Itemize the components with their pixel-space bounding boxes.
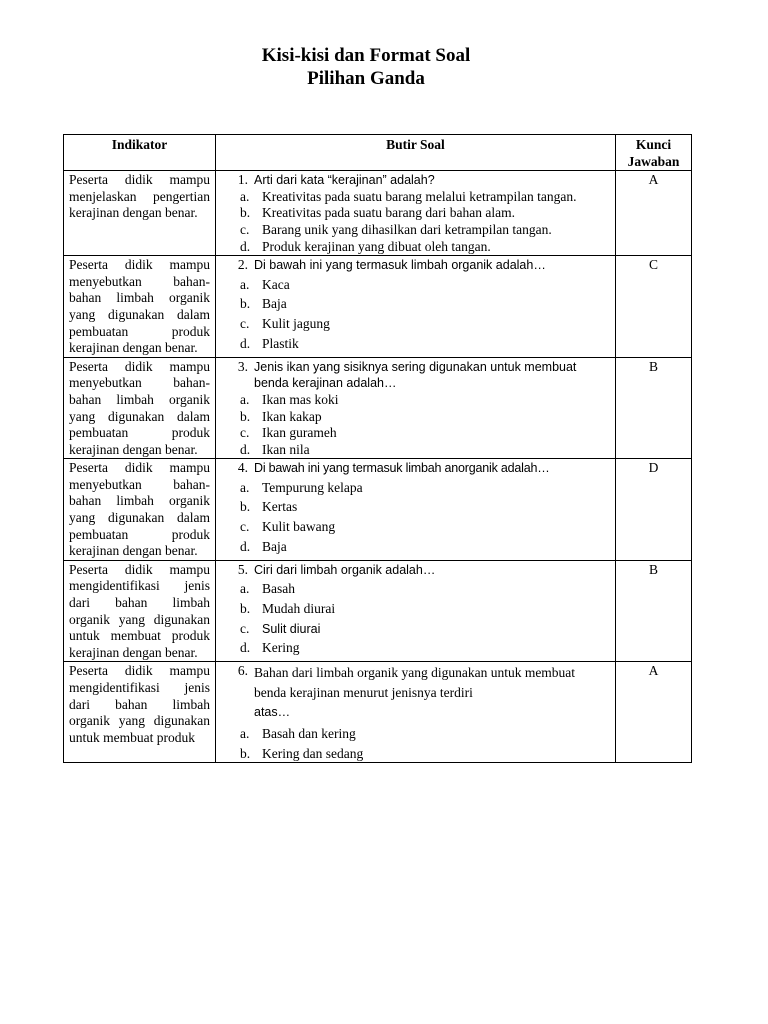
question-number: 5. (237, 561, 248, 577)
indikator-cell: Peserta didik mampu mengidentifikasi jenis dari bahan limbah organik yang digunakan untuk membuat produk (64, 662, 216, 763)
option-text: Ikan nila (262, 441, 310, 457)
option-text: Basah (262, 581, 295, 597)
table-row (64, 171, 692, 256)
question-text: Di bawah ini yang termasuk limbah organik adalah… (254, 258, 546, 273)
option-text: Kertas (262, 499, 298, 515)
option-letter: c. (240, 519, 250, 535)
indikator-cell: Peserta didik mampu menyebutkan bahan-bahan limbah organik yang digunakan dalam pembuatan produk kerajinan dengan benar. (64, 256, 216, 358)
question-text: Di bawah ini yang termasuk limbah anorganik adalah… (254, 461, 550, 476)
option-letter: c. (240, 425, 250, 441)
document-subtitle: Pilihan Ganda (307, 68, 425, 89)
question-text: Bahan dari limbah organik yang digunakan untuk membuat benda kerajinan menurut jenisnya terdiri (254, 665, 576, 700)
answer-key-cell: C (616, 256, 692, 358)
option-text: Sulit diurai (262, 621, 321, 636)
option-item (240, 392, 610, 409)
indikator-cell: Peserta didik mampu mengidentifikasi jenis dari bahan limbah organik yang digunakan untuk membuat produk kerajinan dengan benar. (64, 560, 216, 662)
option-item (240, 425, 610, 442)
option-item (240, 296, 610, 313)
option-item (240, 746, 610, 763)
option-letter: a. (240, 479, 250, 495)
option-letter: b. (240, 601, 251, 617)
option-item (240, 640, 610, 657)
option-text: Kering dan sedang (262, 745, 364, 761)
question-cell (216, 256, 616, 358)
option-item (240, 336, 610, 353)
option-letter: b. (240, 296, 251, 312)
option-letter: a. (240, 276, 250, 292)
question-text: Jenis ikan yang sisiknya sering digunakan untuk membuat benda kerajinan adalah… (254, 359, 577, 391)
option-text: Kering (262, 640, 300, 656)
option-text: Produk kerajinan yang dibuat oleh tangan. (262, 238, 491, 254)
option-letter: b. (240, 499, 251, 515)
option-item (240, 621, 610, 638)
option-letter: d. (240, 238, 251, 254)
question-text: Arti dari kata “kerajinan” adalah? (254, 173, 435, 188)
table-row (64, 256, 692, 358)
table-header-row (64, 135, 692, 171)
question-text: Ciri dari limbah organik adalah… (254, 562, 436, 577)
option-text: Baja (262, 296, 287, 312)
answer-key-cell: B (616, 357, 692, 459)
indikator-cell: Peserta didik mampu menyebutkan bahan-bahan limbah organik yang digunakan dalam pembuatan produk kerajinan dengan benar. (64, 357, 216, 459)
question-cell (216, 662, 616, 763)
option-text: Kulit bawang (262, 519, 336, 535)
option-item (240, 239, 610, 256)
option-item (240, 499, 610, 516)
option-letter: c. (240, 315, 250, 331)
header-kunci-jawaban: Kunci Jawaban (616, 135, 692, 171)
option-text: Kreativitas pada suatu barang melalui ketrampilan tangan. (262, 188, 577, 204)
question-text-tail: atas… (254, 705, 291, 720)
option-item (240, 480, 610, 497)
question-cell (216, 357, 616, 459)
option-item (240, 581, 610, 598)
option-item (240, 189, 610, 206)
option-text: Ikan gurameh (262, 425, 337, 441)
question-number: 6. (237, 663, 248, 679)
table-row (64, 662, 692, 763)
option-item (240, 277, 610, 294)
option-text: Barang unik yang dihasilkan dari ketrampilan tangan. (262, 221, 552, 237)
option-text: Ikan kakap (262, 408, 322, 424)
option-text: Kaca (262, 276, 290, 292)
option-text: Tempurung kelapa (262, 479, 363, 495)
option-item (240, 726, 610, 743)
option-letter: a. (240, 581, 250, 597)
table-row (64, 459, 692, 561)
option-letter: d. (240, 335, 251, 351)
header-indikator: Indikator (64, 135, 216, 171)
option-text: Ikan mas koki (262, 391, 339, 407)
indikator-cell: Peserta didik mampu menjelaskan pengertian kerajinan dengan benar. (64, 171, 216, 256)
option-text: Basah dan kering (262, 725, 356, 741)
option-letter: c. (240, 620, 250, 636)
option-letter: b. (240, 745, 251, 761)
table-row (64, 560, 692, 662)
header-butir-soal: Butir Soal (216, 135, 616, 171)
option-letter: a. (240, 725, 250, 741)
option-letter: d. (240, 640, 251, 656)
question-cell (216, 560, 616, 662)
question-cell (216, 171, 616, 256)
option-item (240, 539, 610, 556)
answer-key-cell: A (616, 171, 692, 256)
answer-key-cell: B (616, 560, 692, 662)
question-grid-table (63, 134, 692, 763)
option-item (240, 601, 610, 618)
option-text: Baja (262, 538, 287, 554)
answer-key-cell: A (616, 662, 692, 763)
question-number: 3. (237, 358, 248, 374)
option-letter: d. (240, 538, 251, 554)
table-row (64, 357, 692, 459)
option-letter: a. (240, 188, 250, 204)
option-letter: b. (240, 205, 251, 221)
question-cell (216, 459, 616, 561)
question-number: 4. (237, 460, 248, 476)
option-item (240, 442, 610, 459)
indikator-cell: Peserta didik mampu menyebutkan bahan-bahan limbah organik yang digunakan dalam pembuatan produk kerajinan dengan benar. (64, 459, 216, 561)
question-number: 2. (237, 257, 248, 273)
option-item (240, 519, 610, 536)
option-text: Plastik (262, 335, 299, 351)
document-title: Kisi-kisi dan Format Soal (261, 45, 471, 66)
option-letter: a. (240, 391, 250, 407)
option-text: Mudah diurai (262, 601, 336, 617)
option-letter: d. (240, 441, 251, 457)
option-letter: b. (240, 408, 251, 424)
option-text: Kulit jagung (262, 315, 330, 331)
question-number: 1. (237, 172, 248, 188)
question-text-wrap (254, 663, 610, 723)
option-text: Kreativitas pada suatu barang dari bahan alam. (262, 205, 516, 221)
option-letter: c. (240, 221, 250, 237)
answer-key-cell: D (616, 459, 692, 561)
option-item (240, 316, 610, 333)
option-item (240, 409, 610, 426)
option-item (240, 222, 610, 239)
option-item (240, 205, 610, 222)
